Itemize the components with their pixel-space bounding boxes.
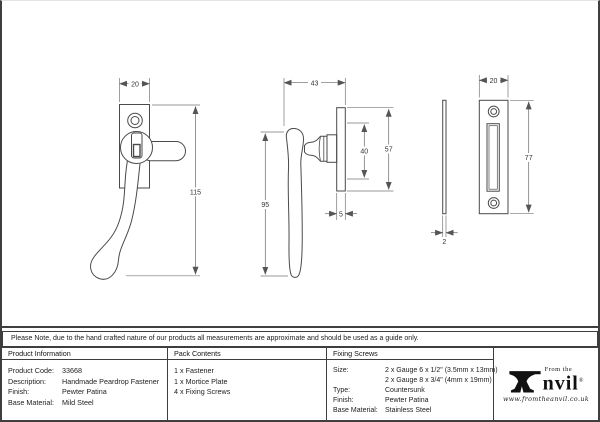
dim-mortice-height: 77 (524, 155, 533, 162)
from-the-anvil-logo (503, 366, 589, 403)
fixing-screws-header: Fixing Screws (327, 348, 493, 360)
row-value: Pewter Patina (385, 396, 429, 404)
dim-side-plate-width: 5 (339, 211, 343, 219)
list-item: 1 x Mortice Plate (174, 376, 228, 386)
mortice-slot-inner (489, 126, 497, 190)
front-knob (121, 132, 153, 164)
table-row (333, 376, 492, 386)
list-item: 4 x Fixing Screws (174, 387, 231, 397)
side-collar (327, 135, 337, 163)
row-value: 33668 (62, 366, 82, 375)
row-value: Stainless Steel (385, 406, 432, 414)
dim-mortice-width: 20 (489, 77, 498, 85)
mortice-hole-top-outer (488, 106, 499, 117)
logo-brand-text: nvil (542, 372, 579, 395)
note-bar (2, 331, 598, 347)
front-handle (91, 158, 141, 279)
dim-side-depth: 43 (310, 80, 319, 88)
table-row (333, 366, 498, 376)
side-handle (286, 129, 303, 278)
row-label (333, 376, 385, 386)
table-row (333, 406, 487, 416)
row-value: 2 x Gauge 6 x 1/2" (3.5mm x 13mm) (385, 367, 498, 374)
front-screw-hole-outer (128, 113, 143, 128)
row-value: Handmade Peardrop Fastener (62, 376, 160, 386)
anvil-icon (508, 369, 542, 394)
row-label: Product Code: (8, 366, 54, 375)
table-row (8, 387, 161, 398)
brand-logo-cell (494, 348, 598, 420)
side-plate (337, 108, 346, 191)
note-text: Please Note, due to the hand crafted nature of our products all measurements are approximate and should be used as a guide only. (11, 335, 419, 342)
dim-mortice-thickness: 2 (442, 239, 447, 246)
row-value: 2 x Gauge 8 x 3/4" (4mm x 19mm) (385, 376, 492, 384)
dim-front-width: 20 (131, 81, 139, 89)
fixing-screws-column (327, 348, 498, 420)
product-information-header: Product Information (2, 348, 167, 360)
logo-brand (543, 373, 585, 393)
dim-front-height: 115 (189, 189, 202, 197)
table-row (333, 386, 487, 396)
row-value: Mild Steel (62, 397, 94, 407)
pack-contents-header: Pack Contents (168, 348, 326, 360)
row-label: Finish: (333, 396, 354, 404)
technical-drawing-svg (2, 1, 598, 326)
side-view-dimensions (258, 78, 396, 276)
dim-side-inner-height: 40 (360, 148, 369, 156)
registered-mark: ® (578, 377, 585, 384)
side-view-drawing (286, 108, 345, 278)
row-label: Base Material: (8, 397, 54, 407)
table-row (8, 398, 161, 409)
logo-website: www.fromtheanvil.co.uk (502, 395, 590, 403)
spec-table (2, 347, 598, 420)
dim-side-plate-height: 57 (384, 146, 393, 154)
table-row (333, 396, 487, 406)
mortice-plate-edge (443, 100, 446, 213)
mortice-plate-drawing (443, 100, 508, 213)
list-item: 1 x Fastener (174, 366, 214, 375)
row-label: Base Material: (333, 406, 378, 414)
mortice-hole-top-inner (491, 109, 497, 115)
front-screw-hole-inner (131, 117, 139, 125)
pack-contents-column (168, 348, 327, 420)
front-view-drawing (91, 105, 186, 280)
row-label: Finish: (8, 387, 30, 397)
table-row (8, 366, 161, 377)
product-information-column (2, 348, 168, 420)
mortice-hole-bottom-outer (488, 198, 499, 209)
row-value: Pewter Patina (62, 387, 107, 397)
dim-side-handle-height: 95 (261, 202, 270, 209)
row-label: Type: (333, 386, 351, 394)
row-label: Size: (333, 367, 349, 374)
mortice-hole-bottom-inner (491, 200, 497, 206)
row-value: Countersunk (385, 386, 425, 394)
row-label: Description: (8, 376, 46, 386)
table-row (8, 377, 161, 388)
technical-drawing-area (2, 1, 598, 328)
logo-tagline: From the (544, 365, 573, 373)
